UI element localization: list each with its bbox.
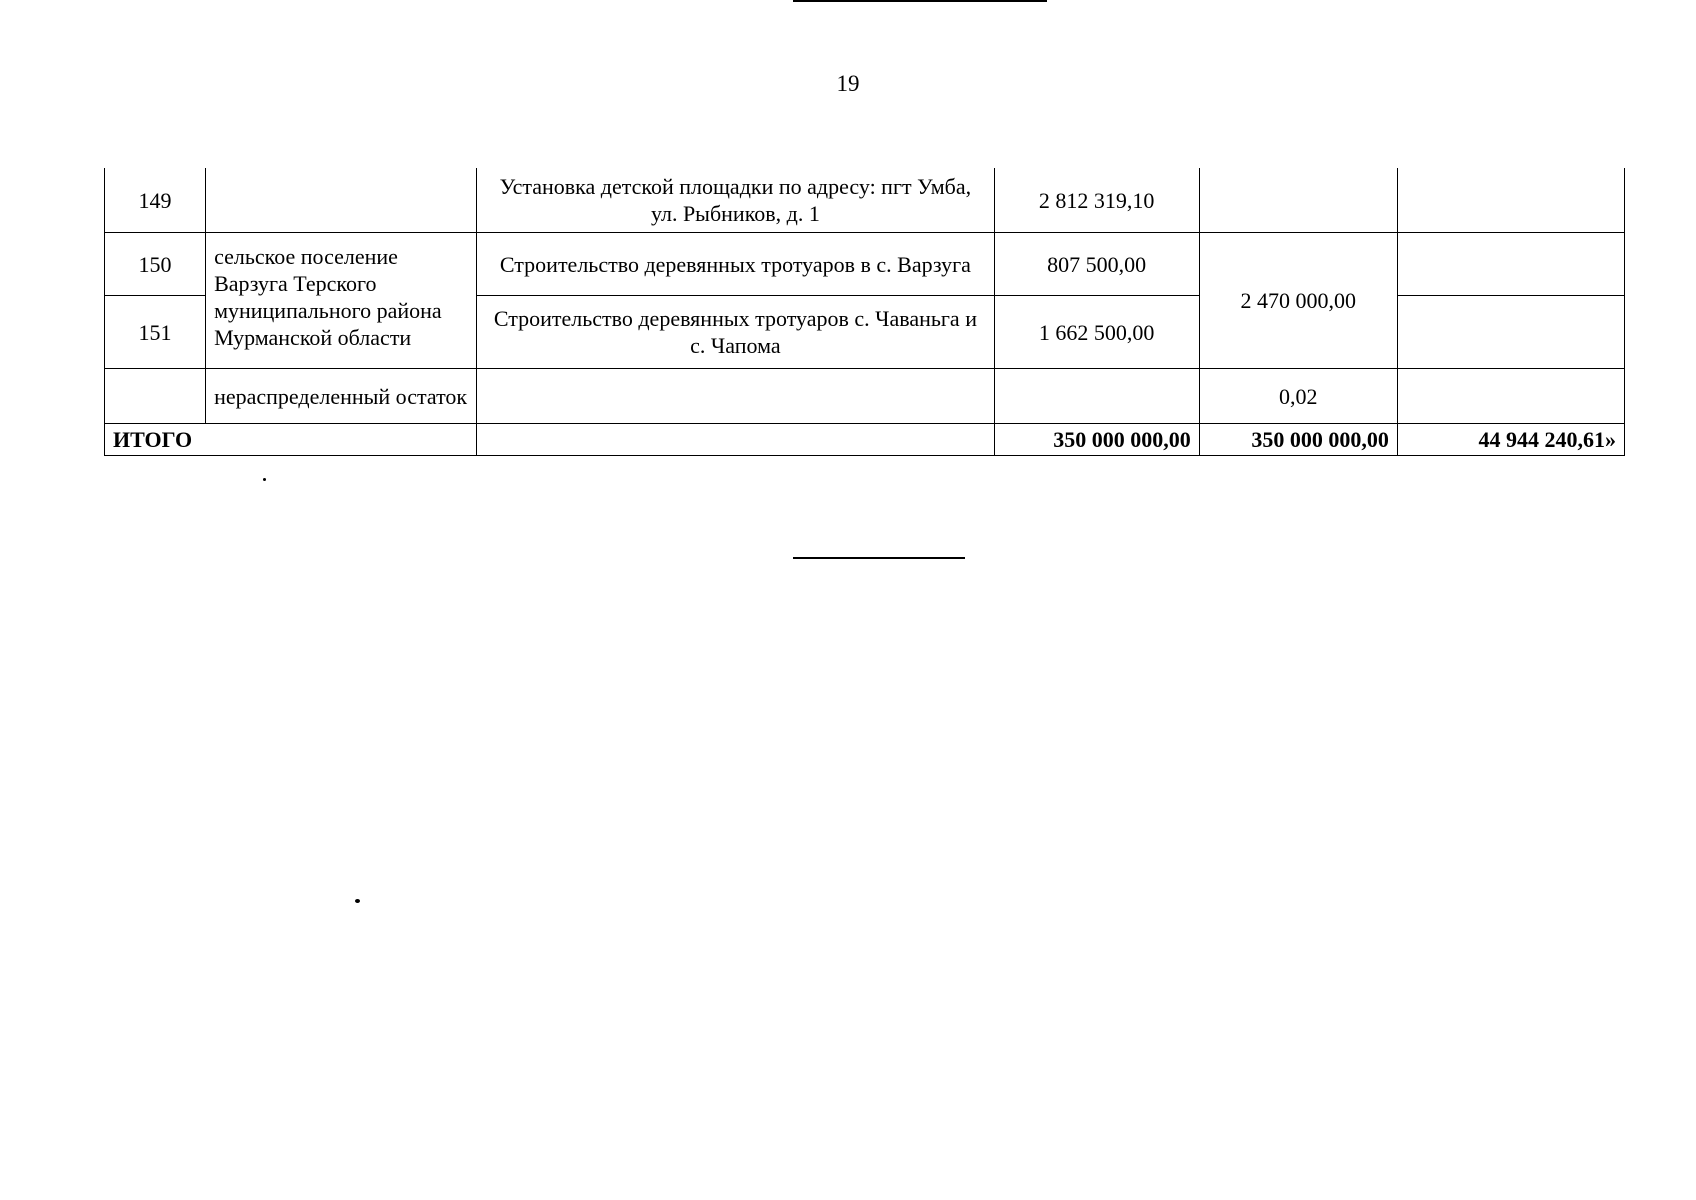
municipality-total: 2 470 000,00 <box>1199 233 1397 369</box>
extra-amount <box>1397 168 1624 233</box>
table-row-remainder <box>105 369 1625 424</box>
table-row-total <box>105 424 1625 456</box>
project-description: Установка детской площадки по адресу: пгт Умба, ул. Рыбников, д. 1 <box>477 168 994 233</box>
project-description: Строительство деревянных тротуаров в с. Варзуга <box>477 233 994 296</box>
row-number <box>105 369 206 424</box>
top-rule <box>797 0 1047 2</box>
project-amount <box>994 369 1199 424</box>
project-description: Строительство деревянных тротуаров с. Чаваньга и с. Чапома <box>477 296 994 369</box>
municipality-total <box>1199 168 1397 233</box>
row-number: 149 <box>105 168 206 233</box>
remainder-label: нераспределенный остаток <box>206 369 477 424</box>
municipality-name <box>206 168 477 233</box>
total-municipality-amount: 350 000 000,00 <box>1199 424 1397 456</box>
table-row <box>105 168 1625 233</box>
total-description <box>477 424 994 456</box>
project-amount: 807 500,00 <box>994 233 1199 296</box>
total-label: ИТОГО <box>105 424 477 456</box>
row-number: 151 <box>105 296 206 369</box>
allocation-table <box>104 168 1625 456</box>
extra-amount <box>1397 233 1624 296</box>
total-extra-amount: 44 944 240,61» <box>1397 424 1624 456</box>
scan-speck <box>355 899 360 903</box>
extra-amount <box>1397 296 1624 369</box>
extra-amount <box>1397 369 1624 424</box>
municipality-name-text: сельское поселение Варзуга Терского муниципального района Мурманской области <box>214 243 442 350</box>
page-number: 19 <box>836 71 860 96</box>
scan-speck <box>263 478 266 481</box>
project-amount: 2 812 319,10 <box>994 168 1199 233</box>
remainder-amount: 0,02 <box>1199 369 1397 424</box>
project-description <box>477 369 994 424</box>
project-amount: 1 662 500,00 <box>994 296 1199 369</box>
municipality-name <box>206 233 477 369</box>
table-row <box>105 233 1625 296</box>
total-project-amount: 350 000 000,00 <box>994 424 1199 456</box>
row-number: 150 <box>105 233 206 296</box>
closing-rule <box>793 557 965 559</box>
